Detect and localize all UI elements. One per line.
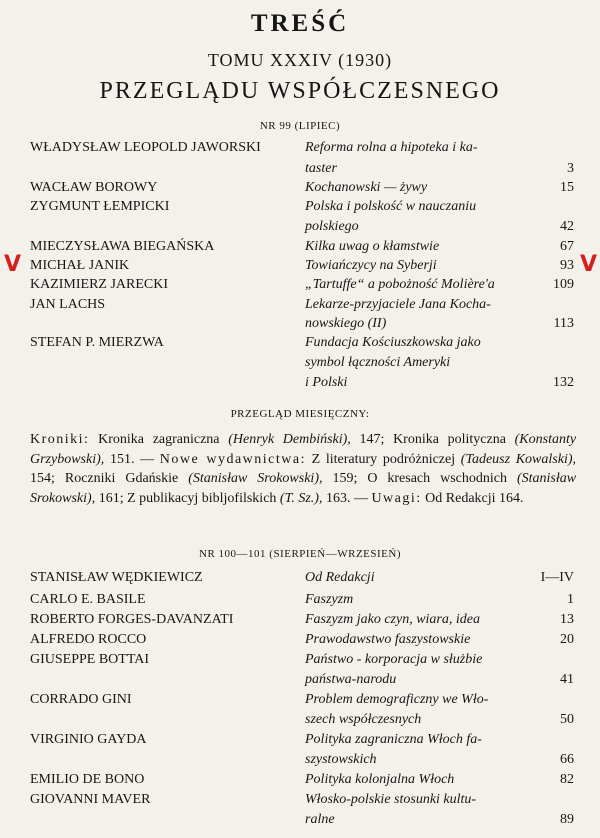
entry-title: Polska i polskość w nauczaniu	[305, 199, 477, 214]
entry-page-number: 132	[553, 375, 574, 390]
monthly-review-paragraph	[30, 430, 576, 508]
nowe-item-4-author: (T. Sz.),	[279, 490, 323, 506]
issue-100-101-heading: NR 100—101 (SIERPIEŃ—WRZESIEŃ)	[199, 548, 401, 560]
toc-entry	[0, 592, 600, 612]
entry-author: CORRADO GINI	[30, 692, 132, 707]
toc-entry	[0, 297, 600, 317]
toc-entry	[0, 219, 600, 239]
entry-title: szystowskich	[305, 752, 377, 767]
toc-entry	[0, 632, 600, 652]
toc-entry	[0, 772, 600, 792]
toc-entry	[0, 335, 600, 355]
toc-entry	[0, 161, 600, 181]
entry-title: „Tartuffe“ a pobożność Molière'a	[305, 277, 495, 292]
entry-author: JAN LACHS	[30, 297, 106, 312]
toc-entry	[0, 316, 600, 336]
entry-page-number: 15	[560, 180, 574, 195]
uwagi-label: Uwagi:	[371, 490, 422, 506]
entry-page-number: 1	[567, 592, 574, 607]
page-title: TREŚĆ	[250, 10, 350, 37]
nowe-item-3-author: (Stanisław Srokowski),	[30, 471, 577, 506]
journal-title: PRZEGLĄDU WSPÓŁCZESNEGO	[99, 78, 501, 104]
entry-title: polskiego	[305, 219, 359, 234]
toc-entry	[0, 612, 600, 632]
red-check-mark-left: V	[4, 252, 22, 277]
entry-title: Kilka uwag o kłamstwie	[305, 239, 440, 254]
toc-entry	[0, 355, 600, 375]
nowe-wydawnictwa-label: Nowe wydawnictwa:	[159, 451, 306, 467]
entry-author: WACŁAW BOROWY	[30, 180, 158, 195]
entry-author: GIOVANNI MAVER	[30, 792, 151, 807]
entry-title: Reforma rolna a hipoteka i ka-	[305, 140, 478, 155]
entry-page-number: 66	[560, 752, 574, 767]
nowe-item-2-page: 159;	[332, 471, 358, 486]
nowe-item-2: Roczniki Gdańskie	[64, 471, 179, 486]
kroniki-zagraniczna-page: 147;	[359, 432, 385, 447]
entry-page-number: I—IV	[540, 570, 574, 585]
kroniki-zagraniczna-author: (Henryk Dembiński),	[228, 432, 351, 447]
entry-page-number: 113	[553, 316, 574, 331]
entry-title: Lekarze-przyjaciele Jana Kocha-	[305, 297, 491, 312]
entry-title: symbol łączności Ameryki	[305, 355, 451, 370]
volume-line: TOMU XXXIV (1930)	[207, 50, 393, 70]
entry-page-number: 50	[560, 712, 574, 727]
entry-page-number: 41	[560, 672, 574, 687]
entry-title: i Polski	[305, 375, 348, 390]
entry-author: MIECZYSŁAWA BIEGAŃSKA	[30, 239, 215, 254]
entry-page-number: 13	[560, 612, 574, 627]
toc-entry	[0, 375, 600, 395]
entry-title: taster	[305, 161, 337, 176]
toc-entry	[0, 732, 600, 752]
entry-title: nowskiego (II)	[305, 316, 387, 331]
nowe-item-2-author: (Stanisław Srokowski),	[188, 471, 323, 486]
toc-entry	[0, 239, 600, 259]
entry-title: Kochanowski — żywy	[305, 180, 428, 195]
toc-entry	[0, 792, 600, 812]
entry-page-number: 89	[560, 812, 574, 827]
uwagi-text: Od Redakcji 164.	[425, 490, 524, 506]
nowe-item-4-page: 163. —	[325, 490, 368, 506]
entry-author: VIRGINIO GAYDA	[30, 732, 147, 747]
toc-entry	[0, 712, 600, 732]
entry-page-number: 82	[560, 772, 574, 787]
nowe-item-1: Z literatury podróżniczej	[311, 451, 456, 467]
entry-title: Polityka zagraniczna Włoch fa-	[305, 732, 482, 747]
nowe-item-3-page: 161;	[98, 490, 124, 506]
entry-page-number: 42	[560, 219, 574, 234]
entry-page-number: 3	[567, 161, 574, 176]
red-check-mark-right: V	[580, 252, 598, 277]
entry-page-number: 20	[560, 632, 574, 647]
entry-title: państwa-narodu	[305, 672, 397, 687]
nowe-item-1-page: 154;	[30, 471, 55, 486]
monthly-review-heading: PRZEGLĄD MIESIĘCZNY:	[230, 408, 370, 420]
entry-title: Problem demograficzny we Wło-	[305, 692, 489, 707]
entry-author: ALFREDO ROCCO	[30, 632, 147, 647]
toc-entry	[0, 258, 600, 278]
entry-title: Polityka kolonjalna Włoch	[305, 772, 455, 787]
nowe-item-1-author: (Tadeusz Kowalski),	[460, 451, 576, 467]
toc-entry	[0, 570, 600, 590]
nowe-item-3: O kresach wschodnich	[367, 471, 507, 486]
nowe-item-4: Z publikacyj bibljofilskich	[127, 490, 277, 506]
entry-author: GIUSEPPE BOTTAI	[30, 652, 150, 667]
entry-page-number: 109	[553, 277, 574, 292]
toc-entry	[0, 672, 600, 692]
entry-author: CARLO E. BASILE	[30, 592, 146, 607]
toc-entry	[0, 199, 600, 219]
entry-author: STEFAN P. MIERZWA	[30, 335, 164, 350]
entry-title: Fundacja Kościuszkowska jako	[305, 335, 481, 350]
kroniki-zagraniczna: Kronika zagraniczna	[98, 432, 220, 447]
kroniki-polityczna-author: (Konstanty Grzybowski),	[30, 432, 577, 467]
entry-title: Faszyzm	[305, 592, 354, 607]
kroniki-label: Kroniki:	[30, 432, 90, 447]
entry-page-number: 67	[560, 239, 574, 254]
entry-author: WŁADYSŁAW LEOPOLD JAWORSKI	[30, 140, 261, 155]
kroniki-polityczna: Kronika polityczna	[393, 432, 506, 447]
entry-title: Od Redakcji	[305, 570, 375, 585]
kroniki-polityczna-page: 151. —	[109, 451, 155, 467]
entry-title: Faszyzm jako czyn, wiara, idea	[305, 612, 480, 627]
toc-entry	[0, 652, 600, 672]
toc-entry	[0, 752, 600, 772]
entry-title: Państwo - korporacja w służbie	[305, 652, 483, 667]
entry-title: ralne	[305, 812, 335, 827]
issue-99-heading: NR 99 (LIPIEC)	[259, 120, 341, 132]
entry-title: Prawodawstwo faszystowskie	[305, 632, 471, 647]
entry-author: KAZIMIERZ JARECKI	[30, 277, 169, 292]
entry-title: Włosko-polskie stosunki kultu-	[305, 792, 477, 807]
toc-entry	[0, 692, 600, 712]
toc-entry	[0, 277, 600, 297]
entry-author: MICHAŁ JANIK	[30, 258, 130, 273]
entry-title: szech współczesnych	[305, 712, 422, 727]
toc-entry	[0, 140, 600, 160]
toc-entry	[0, 180, 600, 200]
toc-entry	[0, 812, 600, 832]
entry-author: ROBERTO FORGES-DAVANZATI	[30, 612, 234, 627]
entry-author: STANISŁAW WĘDKIEWICZ	[30, 570, 203, 585]
entry-page-number: 93	[560, 258, 574, 273]
entry-author: EMILIO DE BONO	[30, 772, 145, 787]
entry-title: Towiańczycy na Syberji	[305, 258, 437, 273]
entry-author: ZYGMUNT ŁEMPICKI	[30, 199, 170, 214]
